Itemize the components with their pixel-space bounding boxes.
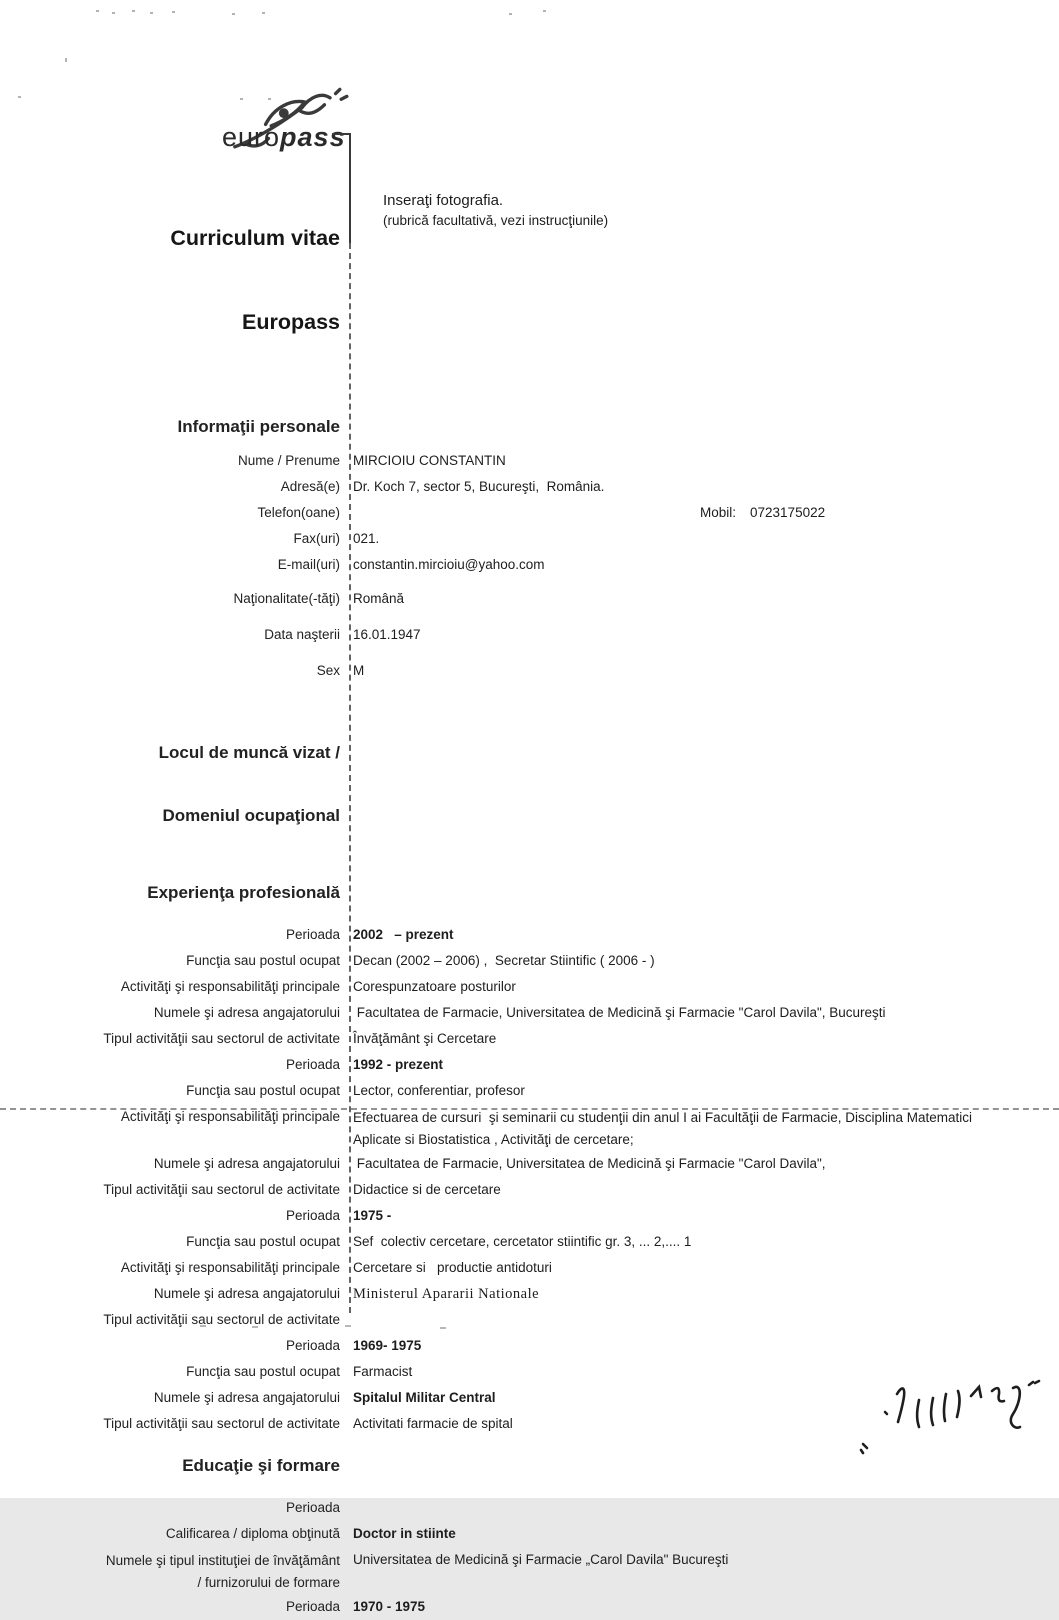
row-employer: [0, 1000, 1059, 1026]
field-label: Funcţia sau postul ocupat: [186, 953, 340, 968]
field-value: Sef colectiv cercetare, cercetator stiintific gr. 3, ... 2,.... 1: [353, 1234, 692, 1249]
field-value: 2002 – prezent: [353, 927, 454, 942]
field-label: Funcţia sau postul ocupat: [186, 1364, 340, 1379]
row-fax: [0, 526, 1059, 552]
row-address: [0, 474, 1059, 500]
cv-title-line2: Europass: [242, 310, 340, 334]
row-employer: [0, 1281, 1059, 1307]
field-label: Numele şi adresa angajatorului: [153, 1286, 340, 1301]
row-sector: [0, 1026, 1059, 1052]
header-row: [0, 168, 1059, 392]
row-phone: [0, 500, 1059, 526]
scan-speck: [18, 96, 21, 98]
scan-speck: [65, 58, 67, 62]
field-value: 1969- 1975: [353, 1338, 422, 1353]
row-activities: [0, 1104, 1059, 1151]
field-label: Perioada: [285, 1500, 340, 1515]
scan-speck: [112, 12, 115, 14]
field-value: Activitati farmacie de spital: [353, 1416, 513, 1431]
field-label: Funcţia sau postul ocupat: [186, 1234, 340, 1249]
scan-speck: [509, 13, 512, 15]
field-label: Tipul activităţii sau sectorul de activitate: [103, 1312, 340, 1327]
mobile-field: [700, 500, 825, 526]
field-value: Doctor in stiinte: [353, 1526, 456, 1541]
section-title: Educaţie şi formare: [182, 1456, 340, 1475]
field-label: Funcţia sau postul ocupat: [186, 1083, 340, 1098]
logo-euro: euro: [222, 122, 281, 152]
cv-title: [0, 168, 340, 392]
row-period: [0, 1495, 1059, 1521]
field-label: Activităţi şi responsabilităţi principale: [120, 1109, 340, 1124]
field-value: 1975 -: [353, 1208, 392, 1223]
europass-logo: [222, 122, 346, 153]
field-label: Sex: [316, 663, 340, 678]
scan-speck: [232, 13, 235, 15]
field-value: Facultatea de Farmacie, Universitatea de Medicină şi Farmacie "Carol Davila", Bucureşti: [353, 1005, 886, 1020]
field-label: Activităţi şi responsabilităţi principale: [120, 979, 340, 994]
field-value: Lector, conferentiar, profesor: [353, 1083, 525, 1098]
field-value: constantin.mircioiu@yahoo.com: [353, 557, 545, 572]
field-label: Adresă(e): [280, 479, 340, 494]
field-label: Tipul activităţii sau sectorul de activitate: [103, 1416, 340, 1431]
field-label: Data naşterii: [264, 627, 340, 642]
field-value: Dr. Koch 7, sector 5, Bucureşti, România.: [353, 479, 605, 494]
field-value: Efectuarea de cursuri şi seminarii cu studenţii din anul I ai Facultăţii de Farmacie, Disciplina Matematici Aplicate si Biostatistica , Activităţi de cercetare;: [353, 1110, 976, 1147]
field-value: Ministerul Apararii Nationale: [353, 1286, 540, 1302]
section-title: Experienţa profesională: [147, 883, 340, 902]
field-label: Perioada: [285, 1208, 340, 1223]
handwritten-signature: [845, 1360, 1045, 1465]
row-sex: [0, 658, 1059, 684]
row-employer: [0, 1151, 1059, 1177]
mobile-label: Mobil:: [700, 505, 737, 520]
row-position: [0, 1078, 1059, 1104]
field-value: M: [353, 663, 365, 678]
scan-speck: [150, 12, 153, 14]
field-value: 1970 - 1975: [353, 1599, 426, 1614]
row-activities: [0, 1255, 1059, 1281]
section-desired-job: [0, 700, 1059, 868]
row-period: [0, 1052, 1059, 1078]
section-title: [0, 700, 340, 868]
logo-pass: pass: [280, 122, 346, 152]
logo-bracket: [332, 133, 350, 135]
field-value: 021.: [353, 531, 380, 546]
row-period: [0, 1333, 1059, 1359]
row-sector: [0, 1307, 1059, 1333]
section-title: Informaţii personale: [177, 417, 340, 436]
scan-speck: [132, 10, 135, 12]
row-period: [0, 1594, 1059, 1620]
section-experience: [0, 882, 1059, 908]
field-value: Spitalul Militar Central: [353, 1390, 496, 1405]
photo-instruction-note: (rubrică facultativă, vezi instrucţiunile): [383, 213, 609, 228]
field-label: Calificarea / diploma obţinută: [165, 1526, 340, 1541]
scan-speck: [96, 10, 99, 12]
field-label: Nume / Prenume: [237, 453, 340, 468]
field-label: Tipul activităţii sau sectorul de activitate: [103, 1031, 340, 1046]
row-name: [0, 448, 1059, 474]
field-label: Numele şi adresa angajatorului: [153, 1156, 340, 1171]
field-label: Activităţi şi responsabilităţi principale: [120, 1260, 340, 1275]
field-label: Perioada: [285, 927, 340, 942]
section-personal-info: [0, 416, 1059, 442]
field-label: Perioada: [285, 1338, 340, 1353]
field-value: Învăţământ şi Cercetare: [353, 1031, 497, 1046]
field-value: MIRCIOIU CONSTANTIN: [353, 453, 506, 468]
scan-speck: [262, 12, 265, 14]
field-value: Română: [353, 591, 405, 606]
photo-instruction-main: Inseraţi fotografia.: [383, 192, 504, 209]
section-title-line2: Domeniul ocupaţional: [162, 806, 340, 825]
field-label: Fax(uri): [293, 531, 340, 546]
field-label: Telefon(oane): [257, 505, 340, 520]
row-period: [0, 922, 1059, 948]
field-value: Didactice si de cercetare: [353, 1182, 501, 1197]
field-value: Cercetare si productie antidoturi: [353, 1260, 552, 1275]
row-qualification: [0, 1521, 1059, 1547]
row-email: [0, 552, 1059, 578]
row-birthdate: [0, 622, 1059, 648]
cv-title-line1: Curriculum vitae: [170, 226, 340, 250]
field-label: Numele şi adresa angajatorului: [153, 1005, 340, 1020]
field-label: Tipul activităţii sau sectorul de activitate: [103, 1182, 340, 1197]
field-label: Perioada: [285, 1057, 340, 1072]
field-value: Facultatea de Farmacie, Universitatea de Medicină şi Farmacie "Carol Davila",: [353, 1156, 826, 1171]
scan-speck: [172, 11, 175, 13]
row-institution: [0, 1547, 1059, 1594]
row-nationality: [0, 586, 1059, 612]
field-value: Universitatea de Medicină şi Farmacie „Carol Davila" Bucureşti: [353, 1552, 729, 1567]
scan-fold-dashed-line: [0, 1108, 1059, 1110]
row-position: [0, 1229, 1059, 1255]
field-value: Corespunzatoare posturilor: [353, 979, 516, 994]
row-position: [0, 948, 1059, 974]
photo-instruction: [340, 168, 993, 251]
field-label: Naţionalitate(-tăţi): [233, 591, 340, 606]
row-period: [0, 1203, 1059, 1229]
row-activities: [0, 974, 1059, 1000]
field-label: Numele şi tipul instituţiei de învăţământ / furnizorului de formare: [105, 1553, 340, 1590]
field-value: 1992 - prezent: [353, 1057, 444, 1072]
field-value: Farmacist: [353, 1364, 413, 1379]
mobile-value: 0723175022: [750, 505, 826, 520]
row-sector: [0, 1177, 1059, 1203]
field-value: 16.01.1947: [353, 627, 421, 642]
field-label: Perioada: [285, 1599, 340, 1614]
field-value: Decan (2002 – 2006) , Secretar Stiintific ( 2006 - ): [353, 953, 655, 968]
scan-speck: [543, 10, 546, 12]
field-label: Numele şi adresa angajatorului: [153, 1390, 340, 1405]
section-title-line1: Locul de muncă vizat /: [158, 743, 340, 762]
field-label: E-mail(uri): [277, 557, 340, 572]
